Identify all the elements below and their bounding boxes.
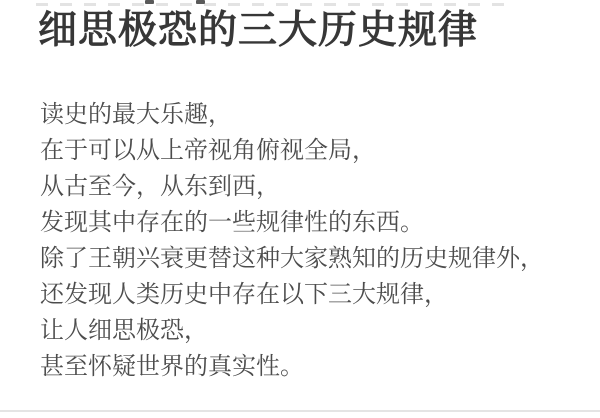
cropped-text-remnant-tick: [145, 0, 154, 4]
article-body: [40, 97, 544, 385]
body-line: 让人细思极恐，: [40, 317, 208, 344]
body-line: 甚至怀疑世界的真实性。: [40, 353, 304, 380]
body-line: 除了王朝兴衰更替这种大家熟知的历史规律外，: [40, 245, 544, 272]
cropped-text-remnant-tick: [196, 0, 205, 4]
body-line: 发现其中存在的一些规律性的东西。: [40, 209, 424, 236]
body-line: 还发现人类历史中存在以下三大规律，: [40, 281, 448, 308]
bottom-divider: [0, 410, 600, 412]
body-line: 读史的最大乐趣，: [40, 101, 232, 128]
article-title: 细思极恐的三大历史规律: [38, 9, 479, 52]
body-line: 从古至今，从东到西，: [40, 173, 280, 200]
body-line: 在于可以从上帝视角俯视全局，: [40, 137, 376, 164]
cropped-text-remnant: [36, 3, 514, 6]
